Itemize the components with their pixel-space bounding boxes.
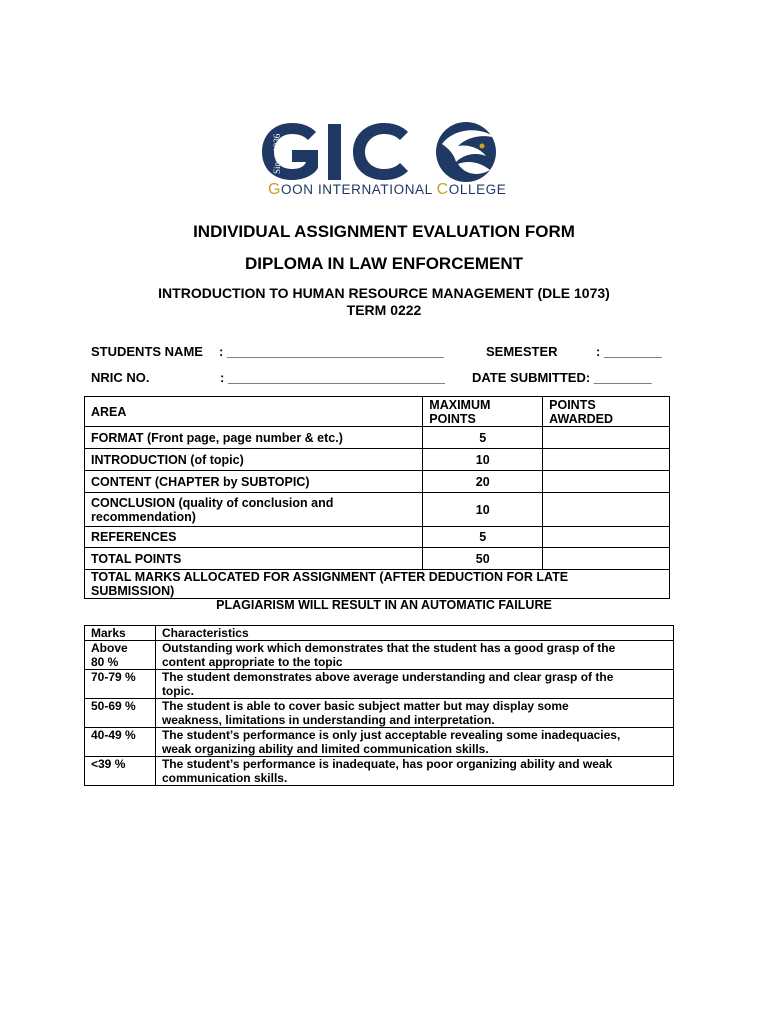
marks-line: 80 % [91, 655, 119, 669]
characteristics-line: The student’s performance is only just acceptable revealing some inadequacies, [161, 728, 621, 742]
characteristics-line: The student demonstrates above average understanding and clear grasp of the [161, 670, 614, 684]
table-row [85, 493, 670, 527]
area-cell: INTRODUCTION (of topic) [85, 449, 423, 471]
marks-header: Marks [85, 626, 156, 641]
evaluation-table [84, 396, 670, 599]
awarded-header-line: POINTS [549, 397, 596, 412]
characteristics-line: weak organizing ability and limited communication skills. [161, 742, 489, 756]
term-label: TERM 0222 [346, 302, 422, 318]
characteristics-header: Characteristics [155, 626, 673, 641]
since-label: Since 1936 [272, 133, 282, 175]
college-initial-g: G [268, 181, 282, 198]
course-title [0, 285, 768, 319]
nric-label: NRIC NO. [91, 370, 150, 385]
characteristics-cell [155, 699, 673, 728]
characteristics-line: weakness, limitations in understanding and interpretation. [161, 713, 495, 727]
max-header-line: POINTS [429, 411, 476, 426]
max-points-cell: 10 [423, 449, 543, 471]
total-marks-line: TOTAL MARKS ALLOCATED FOR ASSIGNMENT (AFTER DEDUCTION FOR LATE [91, 570, 569, 584]
area-cell: TOTAL POINTS [85, 548, 423, 570]
logo-letter-c [353, 123, 408, 180]
max-points-cell: 50 [423, 548, 543, 570]
marks-cell [85, 641, 156, 670]
table-row [85, 471, 670, 493]
points-awarded-header [543, 397, 670, 427]
marks-cell: 50-69 % [85, 699, 156, 728]
students-name-label: STUDENTS NAME [91, 344, 203, 359]
eagle-icon [436, 122, 496, 182]
form-title: INDIVIDUAL ASSIGNMENT EVALUATION FORM [193, 222, 575, 241]
characteristics-line: The student is able to cover basic subject matter but may display some [161, 699, 569, 713]
semester-label: SEMESTER [486, 344, 558, 359]
characteristics-cell [155, 670, 673, 699]
logo-letter-i [328, 124, 341, 180]
characteristics-line: content appropriate to the topic [161, 655, 343, 669]
area-line: CONCLUSION (quality of conclusion and [91, 495, 334, 510]
characteristics-line: The student’s performance is inadequate, has poor organizing ability and weak [161, 757, 613, 771]
characteristics-cell [155, 728, 673, 757]
college-initial-c: C [436, 181, 449, 198]
max-points-cell: 10 [423, 493, 543, 527]
rubric-header-row [85, 626, 674, 641]
table-row [85, 728, 674, 757]
table-row [85, 670, 674, 699]
total-points-row [85, 548, 670, 570]
characteristics-cell [155, 641, 673, 670]
characteristics-cell [155, 757, 673, 786]
semester-field[interactable]: : ________ [596, 344, 662, 359]
max-points-cell: 5 [423, 427, 543, 449]
total-marks-row [85, 570, 670, 599]
college-end: OLLEGE [448, 182, 507, 197]
logo-letter-g [262, 123, 318, 180]
table-row [85, 527, 670, 548]
characteristics-line: topic. [161, 684, 194, 698]
max-points-cell: 5 [423, 527, 543, 548]
college-name [268, 181, 508, 197]
marks-cell: <39 % [85, 757, 156, 786]
marks-cell: 40-49 % [85, 728, 156, 757]
max-header-line: MAXIMUM [429, 397, 491, 412]
rubric-table [84, 625, 674, 786]
points-awarded-cell[interactable] [543, 427, 670, 449]
gic-logo-graphic [258, 118, 510, 182]
area-cell: CONTENT (CHAPTER by SUBTOPIC) [85, 471, 423, 493]
table-header-row [85, 397, 670, 427]
points-awarded-cell[interactable] [543, 493, 670, 527]
total-marks-cell [85, 570, 670, 599]
program-title: DIPLOMA IN LAW ENFORCEMENT [245, 254, 523, 273]
points-awarded-cell[interactable] [543, 527, 670, 548]
marks-line: Above [91, 641, 128, 655]
max-points-cell: 20 [423, 471, 543, 493]
table-row [85, 449, 670, 471]
characteristics-line: Outstanding work which demonstrates that the student has a good grasp of the [161, 641, 616, 655]
date-submitted-field[interactable]: DATE SUBMITTED: ________ [472, 370, 652, 385]
nric-field[interactable]: : ______________________________ [220, 370, 445, 385]
points-awarded-cell[interactable] [543, 449, 670, 471]
area-header: AREA [85, 397, 423, 427]
max-points-header [423, 397, 543, 427]
area-line: recommendation) [91, 509, 196, 524]
table-row [85, 427, 670, 449]
table-row [85, 757, 674, 786]
points-awarded-cell[interactable] [543, 548, 670, 570]
points-awarded-cell[interactable] [543, 471, 670, 493]
area-cell: FORMAT (Front page, page number & etc.) [85, 427, 423, 449]
plagiarism-note: PLAGIARISM WILL RESULT IN AN AUTOMATIC FAILURE [216, 598, 552, 612]
course-name: INTRODUCTION TO HUMAN RESOURCE MANAGEMENT (DLE 1073) [158, 285, 610, 301]
marks-cell: 70-79 % [85, 670, 156, 699]
awarded-header-line: AWARDED [549, 411, 614, 426]
table-row [85, 641, 674, 670]
college-middle: OON INTERNATIONAL [281, 182, 437, 197]
area-cell [85, 493, 423, 527]
area-cell: REFERENCES [85, 527, 423, 548]
students-name-field[interactable]: : ______________________________ [219, 344, 444, 359]
total-marks-line: SUBMISSION) [91, 584, 175, 598]
characteristics-line: communication skills. [161, 771, 288, 785]
table-row [85, 699, 674, 728]
